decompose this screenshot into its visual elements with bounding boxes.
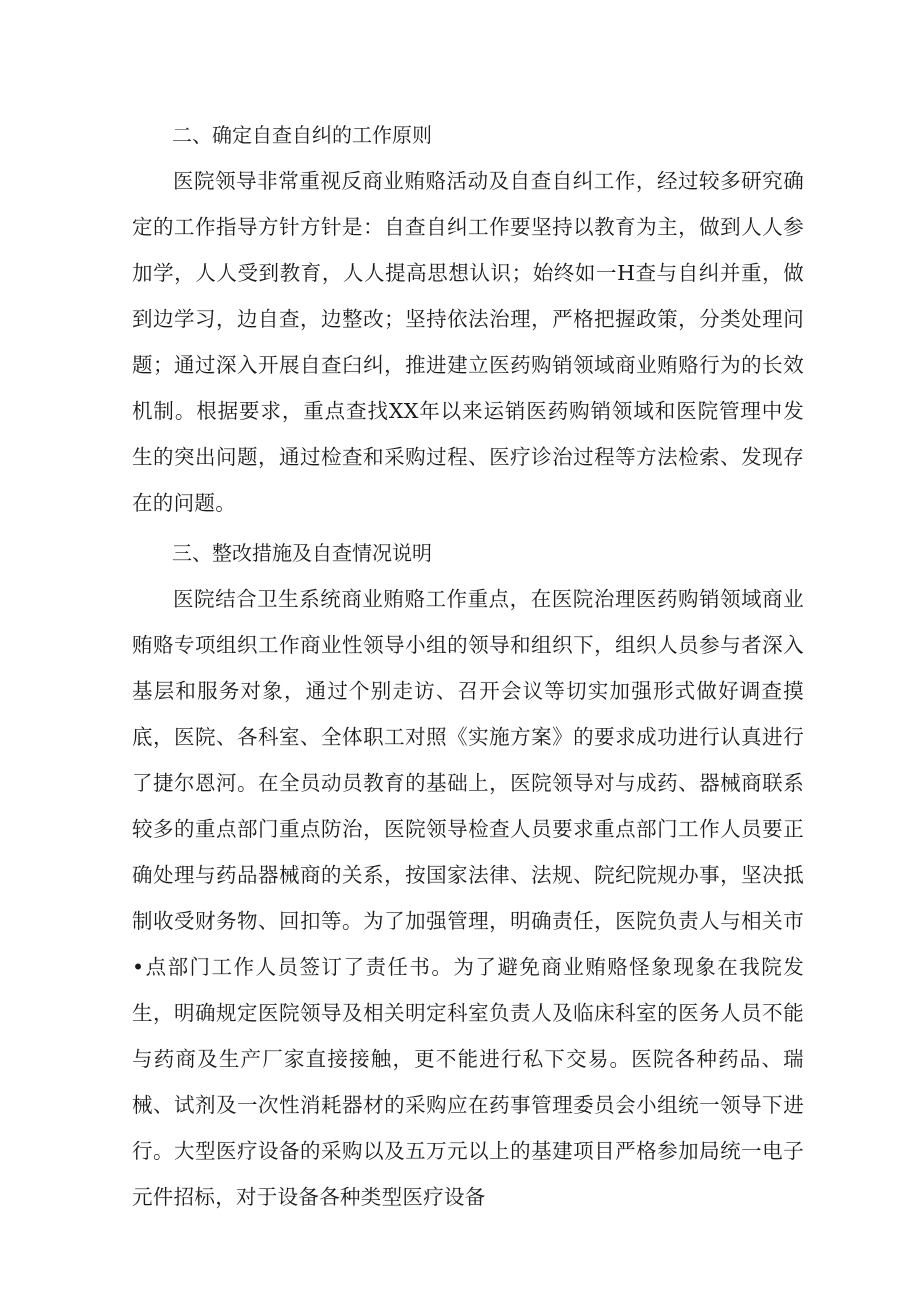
section-heading-measures: 三、整改措施及自查情况说明 (172, 541, 432, 565)
document-content (132, 112, 804, 1220)
section-heading-principles: 二、确定自查自纠的工作原则 (172, 123, 432, 147)
section-body-measures: 医院结合卫生系统商业贿赂工作重点，在医院治理医药购销领域商业贿赂专项组织工作商业性领导小组的领导和组织下，组织人员参与者深入基层和服务对象，通过个别走访、召开会议等切实加强形式做好调查摸底，医院、各科室、全体职工对照《实施方案》的要求成功进行认真进行了捷尔恩河。在全员动员教育的基础上，医院领导对与成药、器械商联系较多的重点部门重点防治，医院领导检查人员要求重点部门工作人员要正确处理与药品器械商的关系，按国家法律、法规、院纪院规办事，坚决抵制收受财务物、回扣等。为了加强管理，明确责任，医院负责人与相关市•点部门工作人员签订了责任书。为了避免商业贿赂怪象现象在我院发生，明确规定医院领导及相关明定科室负责人及临床科室的医务人员不能与药商及生产厂家直接接触，更不能进行私下交易。医院各种药品、瑞械、试剂及一次性消耗器材的采购应在药事管理委员会小组统一领导下进行。大型医疗设备的采购以及五万元以上的基建项目严格参加局统一电子元件招标，对于设备各种类型医疗设备 (132, 587, 804, 1209)
section-body-principles: 医院领导非常重视反商业贿赂活动及自查自纠工作，经过较多研究确定的工作指导方针方针是：自查自纠工作要坚持以教育为主，做到人人参加学，人人受到教育，人人提高思想认识；始终如一H查与自纠并重，做到边学习，边自查，边整改；坚持依法治理，严格把握政策，分类处理问题；通过深入开展自查臼纠，推进建立医药购销领域商业贿赂行为的长效机制。根据要求，重点查找XX年以来运销医药购销领域和医院管理中发生的突出问题，通过检查和采购过程、医疗诊治过程等方法检索、发现存在的问题。 (132, 169, 804, 515)
